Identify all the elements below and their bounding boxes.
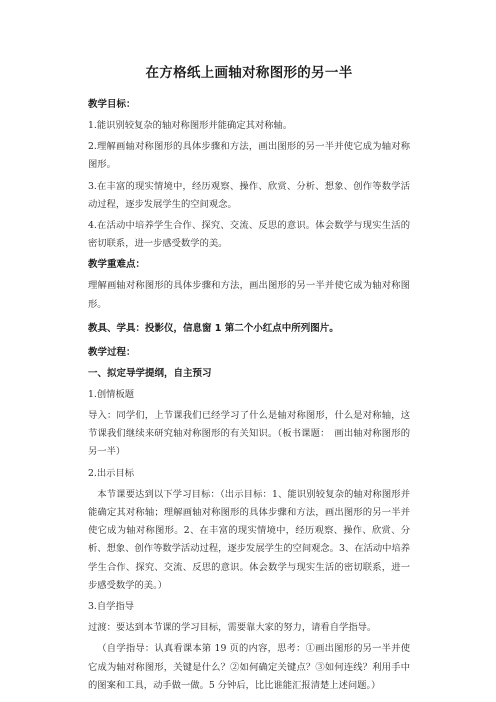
step1-text: 导入：同学们，上节课我们已经学习了什么是轴对称图形，什么是对称轴，这节课我们继续来研究轴对称图形的有关知识。（板书课题： 画出轴对称图形的另一半） [88, 410, 410, 458]
tools-line: 教具、学具：投影仪，信息窗 1 第二个小红点中所列图片。 [88, 322, 339, 334]
step3-title: 3.自学指导 [88, 601, 135, 613]
objective-2: 2.理解画轴对称图形的具体步骤和方法，画出图形的另一半并使它成为轴对称图形。 [88, 141, 410, 171]
step2-title: 2.出示目标 [88, 467, 135, 479]
step3-text-2: （自学指导：认真看课本第 19 页的内容，思考：①画出图形的另一半并使它成为轴对称图形，关键是什么？②如何确定关键点？③如何连线？利用手中的图案和工具，动手做一做。5 分钟后，比比谁能汇报清楚上述问题。） [88, 643, 410, 691]
step1-title: 1.创情板题 [88, 388, 135, 400]
objectives-heading: 教学目标： [88, 99, 136, 110]
objective-3: 3.在丰富的现实情境中，经历观察、操作、欣赏、分析、想象、创作等数学活动过程，逐步发展学生的空间观念。 [88, 180, 410, 210]
objective-4: 4.在活动中培养学生合作、探究、交流、反思的意识。体会数学与现实生活的密切联系，进一步感受数学的美。 [88, 220, 410, 250]
process-heading: 教学过程： [88, 346, 136, 358]
objective-1: 1.能识别较复杂的轴对称图形并能确定其对称轴。 [88, 120, 293, 131]
step3-text-1: 过渡：要达到本节课的学习目标，需要靠大家的努力，请看自学指导。 [88, 622, 377, 634]
document-page [88, 64, 410, 698]
key-points-heading: 教学重难点： [88, 259, 146, 271]
step2-text: 本节课要达到以下学习目标：（出示目标：1、能识别较复杂的轴对称图形并能确定其对称轴；理解画轴对称图形的具体步骤和方法，画出图形的另一半并使它成为轴对称图形。2、在丰富的现实情境中，经历观察、操作、欣赏、分析、想象、创作等数学活动过程，逐步发展学生的空间观念。3、在活动中培养学生合作、探究、交流、反思的意识。体会数学与现实生活的密切联系，进一步感受数学的美。） [88, 488, 411, 591]
key-points-text: 理解画轴对称图形的具体步骤和方法，画出图形的另一半并使它成为轴对称图形。 [88, 280, 410, 310]
part1-heading: 一、拟定导学提纲，自主预习 [88, 367, 212, 379]
document-title: 在方格纸上画轴对称图形的另一半 [145, 65, 353, 81]
